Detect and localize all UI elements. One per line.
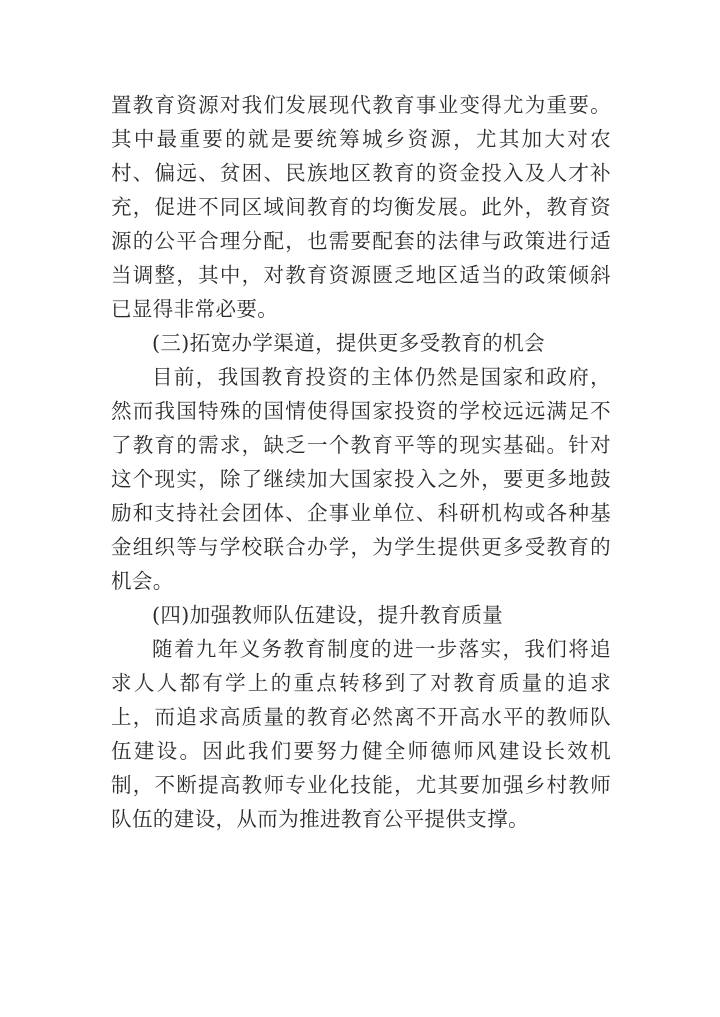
section-heading-3: (三)拓宽办学渠道，提供更多受教育的机会 — [152, 331, 545, 355]
paragraph-section-3: 目前，我国教育投资的主体仍然是国家和政府，然而我国特殊的国情使得国家投资的学校远远满足不了教育的需求，缺乏一个教育平等的现实基础。针对这个现实，除了继续加大国家投入之外，要更多地鼓励和支持社会团体、企事业单位、科研机构或各种基金组织等与学校联合办学，为学生提供更多受教育的机会。 — [111, 365, 611, 593]
paragraph-continuation: 置教育资源对我们发展现代教育事业变得尤为重要。其中最重要的就是要统筹城乡资源，尤其加大对农村、偏远、贫困、民族地区教育的资金投入及人才补充，促进不同区域间教育的均衡发展。此外，教育资源的公平合理分配，也需要配套的法律与政策进行适当调整，其中，对教育资源匮乏地区适当的政策倾斜已显得非常必要。 — [111, 93, 611, 321]
section-heading-4: (四)加强教师队伍建设，提升教育质量 — [152, 603, 504, 627]
paragraph-section-4: 随着九年义务教育制度的进一步落实，我们将追求人人都有学上的重点转移到了对教育质量的追求上，而追求高质量的教育必然离不开高水平的教师队伍建设。因此我们要努力健全师德师风建设长效机制，不断提高教师专业化技能，尤其要加强乡村教师队伍的建设，从而为推进教育公平提供支撑。 — [111, 637, 611, 831]
document-page — [111, 88, 611, 836]
